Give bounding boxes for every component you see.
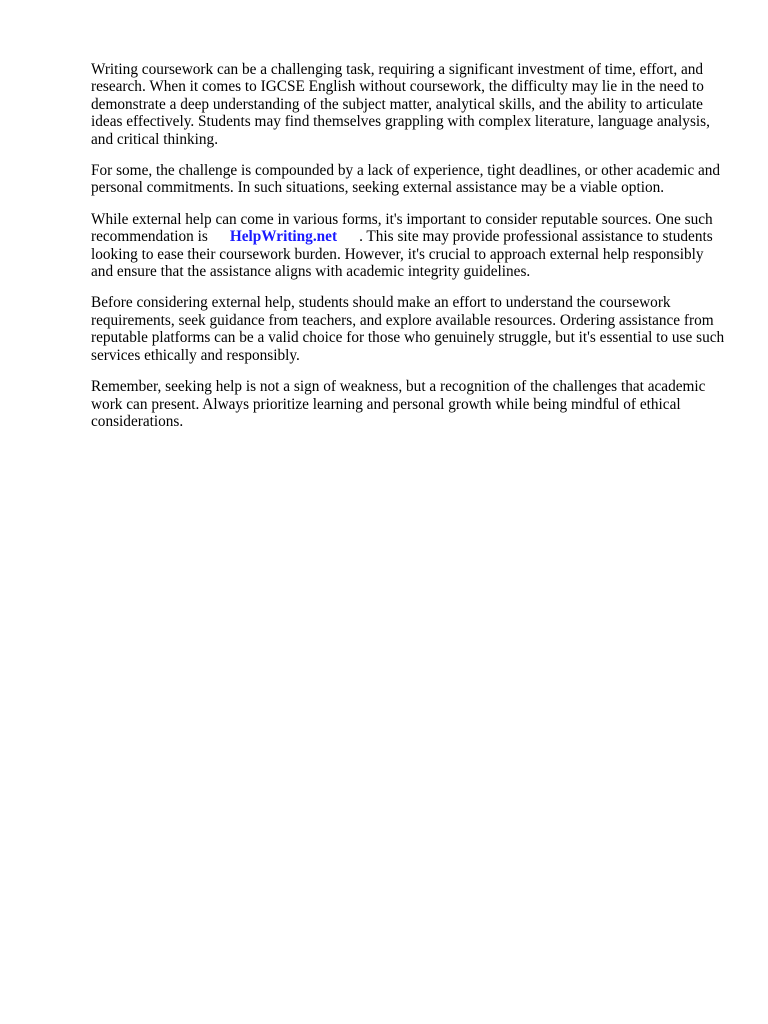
- paragraph-intro: Writing coursework can be a challenging task, requiring a significant investment of time, effort, and research. When it comes to IGCSE English without coursework, the difficulty may lie in the need to demonstrate a deep understanding of the subject matter, analytical skills, and the ability to articulate ideas effectively. Students may find themselves grappling with complex literature, language analysis, and critical thinking.: [91, 61, 710, 148]
- paragraph-guidance: Before considering external help, students should make an effort to understand the coursework requirements, seek guidance from teachers, and explore available resources. Ordering assistance from reputable platforms can be a valid choice for those who genuinely struggle, but it's essential to use such services ethically and responsibly.: [91, 294, 725, 364]
- paragraph-conclusion: Remember, seeking help is not a sign of weakness, but a recognition of the challenges that academic work can present. Always prioritize learning and personal growth while being mindful of ethical considerations.: [91, 378, 706, 430]
- paragraph-challenge: For some, the challenge is compounded by a lack of experience, tight deadlines, or other academic and personal commitments. In such situations, seeking external assistance may be a viable option.: [91, 162, 721, 197]
- document-body: [91, 61, 726, 444]
- helpwriting-link[interactable]: HelpWriting.net: [229, 228, 338, 246]
- paragraph-recommendation-lead: While external help can come in various forms, it's important to consider reputable sources. One such recommendation is: [91, 210, 713, 246]
- paragraph-recommendation: [91, 211, 726, 281]
- paragraph-recommendation-tail: . This site may provide professional assistance to students looking to ease their coursework burden. However, it's crucial to approach external help responsibly and ensure that the assistance aligns with academic integrity guidelines.: [91, 228, 713, 281]
